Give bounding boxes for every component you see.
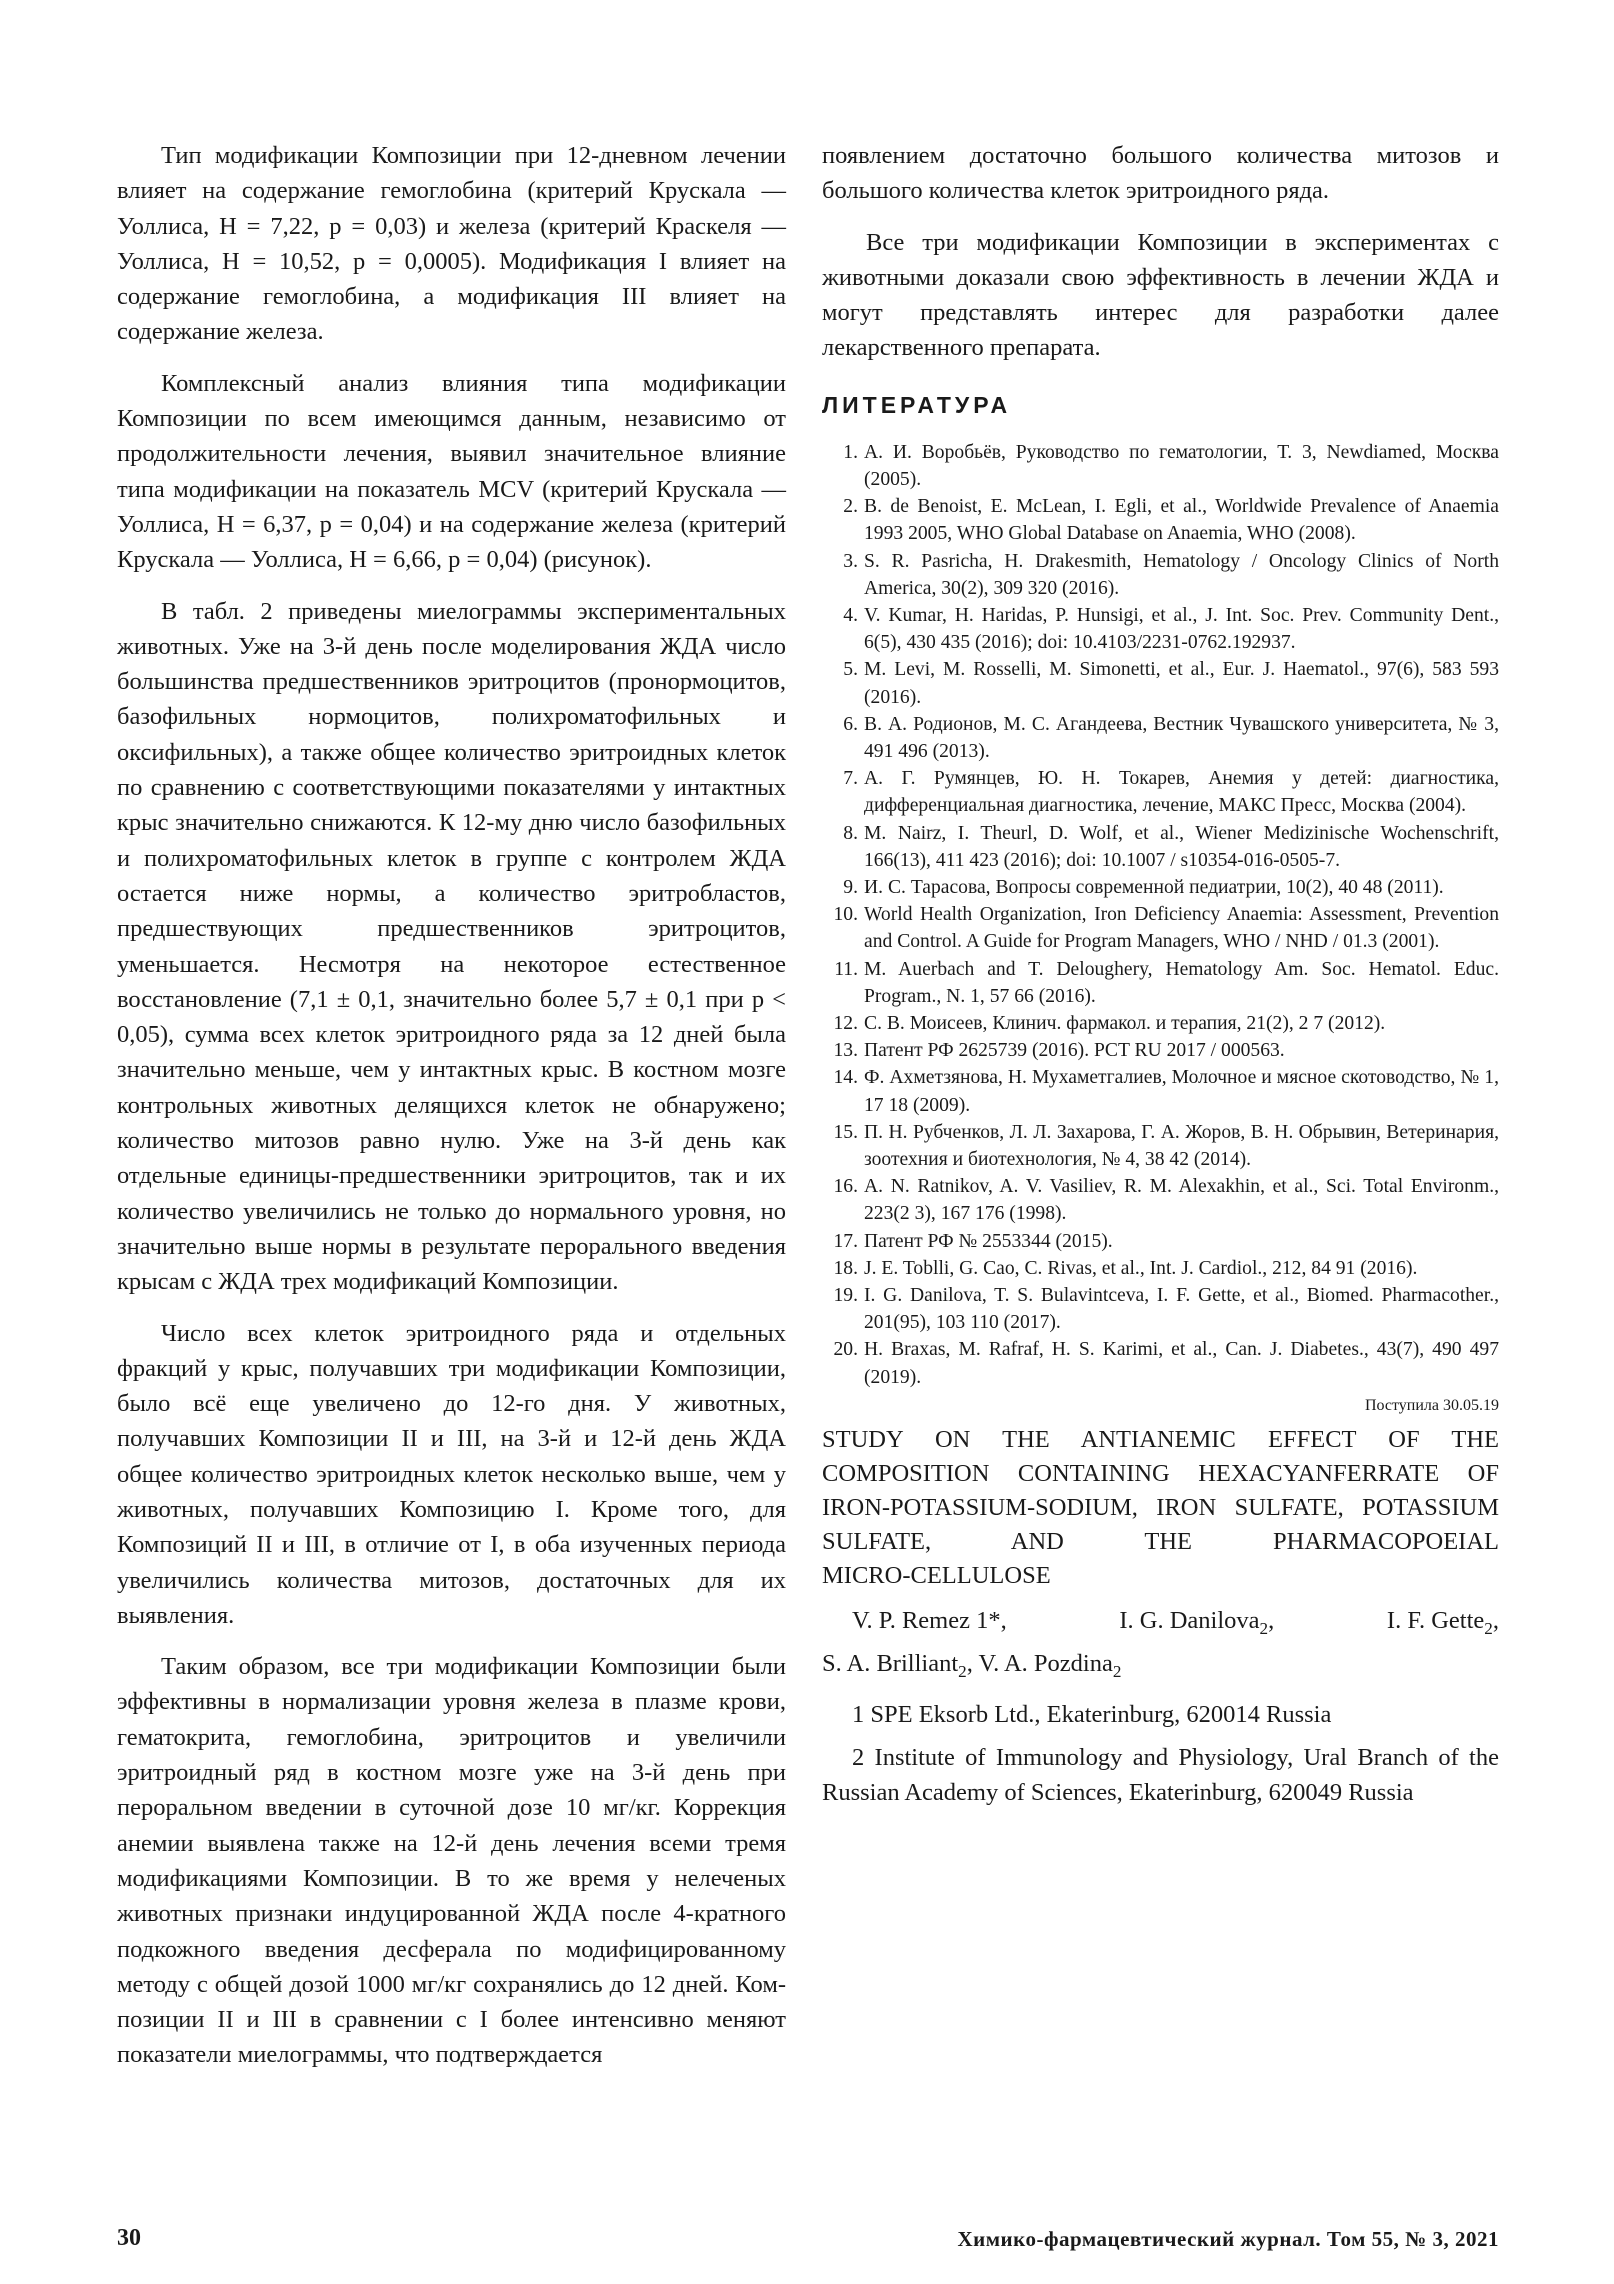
- reference-item: 17. Патент РФ № 2553344 (2015).: [833, 1230, 1113, 1252]
- reference-item: 10. World Health Organization, Iron Deficiency Anaemia: Assessment, Prevention and Control. A Guide for Program Managers, WHO / NHD / 01.3 (2001).: [833, 904, 1499, 953]
- right-column: [822, 138, 1499, 1810]
- body-paragraph: В табл. 2 приведены миелограммы экспериментальных животных. Уже на 3-й день после моделирования ЖДА число большинства предшественников эритроцитов (пронормоцитов, базофильных нормоцитов, полихроматофильных и оксифильных), а также общее количество эритроидных клеток по сравнению с соответствующими показателями у интактных крыс значительно снижаются. К 12-му дню число базофильных и полихроматофильных клеток в группе с контролем ЖДА остается ниже нормы, а количество эритробластов, предшествующих предшественников эритроцитов, уменьшается. Несмотря на некоторое естественное восстановление (7,1 ± 0,1, значительно более 5,7 ± 0,1 при p < 0,05), сумма всех клеток эритроидного ряда за 12 дней была значительно меньше, чем у интактных крыс. В костном мозге контрольных животных делящихся клеток не обнаружено; количество митозов равно нулю. Уже на 3-й день как отдельные единицы-предшественники эритроцитов, так и их количество увеличились не только до нормального уровня, но значительно выше нормы в результате перорального введения крысам с ЖДА трех модификаций Композиции.: [117, 597, 786, 1296]
- reference-item: 13. Патент РФ 2625739 (2016). PCT RU 2017 / 000563.: [833, 1040, 1285, 1062]
- reference-item: 19. I. G. Danilova, T. S. Bulavintceva, I. F. Gette, et al., Biomed. Pharmacother., 201(95), 103 110 (2017).: [833, 1285, 1499, 1334]
- received-date: Поступила 30.05.19: [1364, 1396, 1499, 1414]
- author: S. A. Brilliant$_2$,: [822, 1649, 973, 1681]
- page-number: 30: [117, 2225, 141, 2251]
- affiliation-2: 2 Institute of Immunology and Physiology, Ural Branch of the Russian Academy of Sciences, Ekaterinburg, 620049 Russia: [822, 1743, 1499, 1806]
- author: V. P. Remez 1*,: [852, 1606, 1007, 1634]
- references-heading: ЛИТЕРАТУРА: [822, 391, 1012, 418]
- body-paragraph: Тип модификации Композиции при 12-дневном лечении влияет на содержание гемоглобина (критерий Крускала — Уоллиса, H = 7,22, p = 0,03) и железа (критерий Краскеля — Уоллиса, H = 10,52, p = 0,0005). Модификация I влияет на содержание гемоглобина, а модификация III влияет на содержание железа.: [117, 142, 786, 346]
- reference-item: 3. S. R. Pasricha, H. Drakesmith, Hematology / Oncology Clinics of North America, 30(2), 309 320 (2016).: [843, 550, 1499, 599]
- journal-name: Химико-фармацевтический журнал. Том 55, № 3, 2021: [957, 2227, 1499, 2251]
- body-paragraph: Все три модификации Композиции в экспериментах с животными доказали свою эффективность в лечении ЖДА и могут представлять интерес для разработки далее лекарственного препарата.: [822, 228, 1499, 362]
- reference-item: 20. H. Braxas, M. Rafraf, H. S. Karimi, et al., Can. J. Diabetes., 43(7), 490 497 (2019).: [833, 1339, 1499, 1388]
- left-column: [117, 138, 786, 2089]
- reference-item: 15. П. Н. Рубченков, Л. Л. Захарова, Г. А. Жоров, В. Н. Обрывин, Ветеринария, зоотехния и биотехнология, № 4, 38 42 (2014).: [833, 1121, 1499, 1171]
- english-title-main: STUDY ON THE ANTIANEMIC EFFECT OF THE COMPOSITION CONTAINING HEXACYANFERRATE OF IRON-POTASSIUM-SODIUM, IRON SULFATE, POTASSIUM SULFATE, AND THE PHARMACOPOEIAL: [822, 1425, 1499, 1555]
- affiliation-1: 1 SPE Eksorb Ltd., Ekaterinburg, 620014 Russia: [852, 1700, 1332, 1728]
- reference-item: 18. J. E. Toblli, G. Cao, C. Rivas, et al., Int. J. Cardiol., 212, 84 91 (2016).: [833, 1257, 1418, 1279]
- reference-item: 9. И. С. Тарасова, Вопросы современной педиатрии, 10(2), 40 48 (2011).: [843, 877, 1444, 899]
- author: I. G. Danilova$_2$,: [1119, 1606, 1275, 1638]
- reference-item: 12. С. В. Моисеев, Клинич. фармакол. и терапия, 21(2), 2 7 (2012).: [833, 1013, 1386, 1035]
- reference-item: 5. M. Levi, M. Rosselli, M. Simonetti, et al., Eur. J. Haematol., 97(6), 583 593 (2016).: [843, 659, 1499, 708]
- authors-line-1: [822, 1603, 1499, 1646]
- reference-item: 16. A. N. Ratnikov, A. V. Vasiliev, R. M. Alexakhin, et al., Sci. Total Environm., 223(2 3), 167 176 (1998).: [833, 1176, 1499, 1225]
- author: I. F. Gette$_2$,: [1386, 1606, 1499, 1638]
- english-title: [822, 1423, 1499, 1593]
- authors-line-2: [822, 1646, 1499, 1689]
- body-paragraph: Число всех клеток эритроидного ряда и отдельных фракций у крыс, получавших три модификации Композиции, было всё еще увеличено до 12-го дня. У животных, получавших Композиции II и III, на 3-й и 12-й день ЖДА общее количество эритроидных клеток несколько выше, чем у животных, получавших Композицию I. Кроме того, для Композиций II и III, в отличие от I, в оба изученных периода увеличились количества митозов, достаточных для их выявления.: [117, 1319, 786, 1629]
- reference-item: 1. А. И. Воробьёв, Руководство по гематологии, Т. 3, Newdiamed, Москва (2005).: [843, 441, 1499, 490]
- references-list: [822, 439, 1499, 1391]
- reference-item: 4. V. Kumar, H. Haridas, P. Hunsigi, et al., J. Int. Soc. Prev. Community Dent., 6(5), 430 435 (2016); doi: 10.4103/2231-0762.192937.: [843, 605, 1499, 654]
- body-paragraph: Комплексный анализ влияния типа модификации Композиции по всем имеющимся данным, независимо от продолжительности лечения, выявил значительное влияние типа модификации на показатель MCV (критерий Крускала — Уоллиса, Н = 6,37, p = 0,04) и на содержание железа (критерий Крускала — Уоллиса, Н = 6,66, p = 0,04) (рисунок).: [117, 369, 786, 574]
- english-title-last: MICRO-CELLULOSE: [822, 1561, 1051, 1589]
- body-paragraph: Таким образом, все три модификации Композиции были эффективны в нормализации уровня железа в плазме крови, гематокрита, гемоглобина, эритроцитов и увеличили эритроидный ряд в костном мозге уже на 3-й день при пероральном введении в суточной дозе 10 мг/кг. Коррекция анемии выявлена также на 12-й день лечения всеми тремя модификациями Композиции. В то же время у нелеченых животных признаки индуцированной ЖДА после 4-кратного подкожного введения десферала по модифицированному методу с общей дозой 1000 мг/кг сохранялись до 12 дней. Композиции II и III в сравнении с I более интенсивно меняют показатели миелограммы, что подтверждается: [117, 1653, 786, 2069]
- author: V. A. Pozdina$_2$: [978, 1649, 1122, 1681]
- reference-item: 11. M. Auerbach and T. Deloughery, Hematology Am. Soc. Hematol. Educ. Program., N. 1, 57 66 (2016).: [834, 958, 1499, 1007]
- reference-item: 6. В. А. Родионов, М. С. Агандеева, Вестник Чувашского университета, № 3, 491 496 (2013).: [843, 713, 1499, 763]
- body-paragraph: появлением достаточно большого количества митозов и большого количества клеток эритроидного ряда.: [822, 142, 1499, 205]
- reference-item: 2. B. de Benoist, E. McLean, I. Egli, et al., Worldwide Prevalence of Anaemia 1993 2005, WHO Global Database on Anaemia, WHO (2008).: [843, 496, 1499, 545]
- reference-item: 7. А. Г. Румянцев, Ю. Н. Токарев, Анемия у детей: диагностика, дифференциальная диагностика, лечение, МАКС Пресс, Москва (2004).: [843, 768, 1499, 817]
- reference-item: 8. M. Nairz, I. Theurl, D. Wolf, et al., Wiener Medizinische Wochenschrift, 166(13), 411 423 (2016); doi: 10.1007 / s10354-016-0505-7.: [843, 822, 1499, 871]
- reference-item: 14. Ф. Ахметзянова, Н. Мухаметгалиев, Молочное и мясное скотоводство, № 1, 17 18 (2009).: [833, 1067, 1499, 1116]
